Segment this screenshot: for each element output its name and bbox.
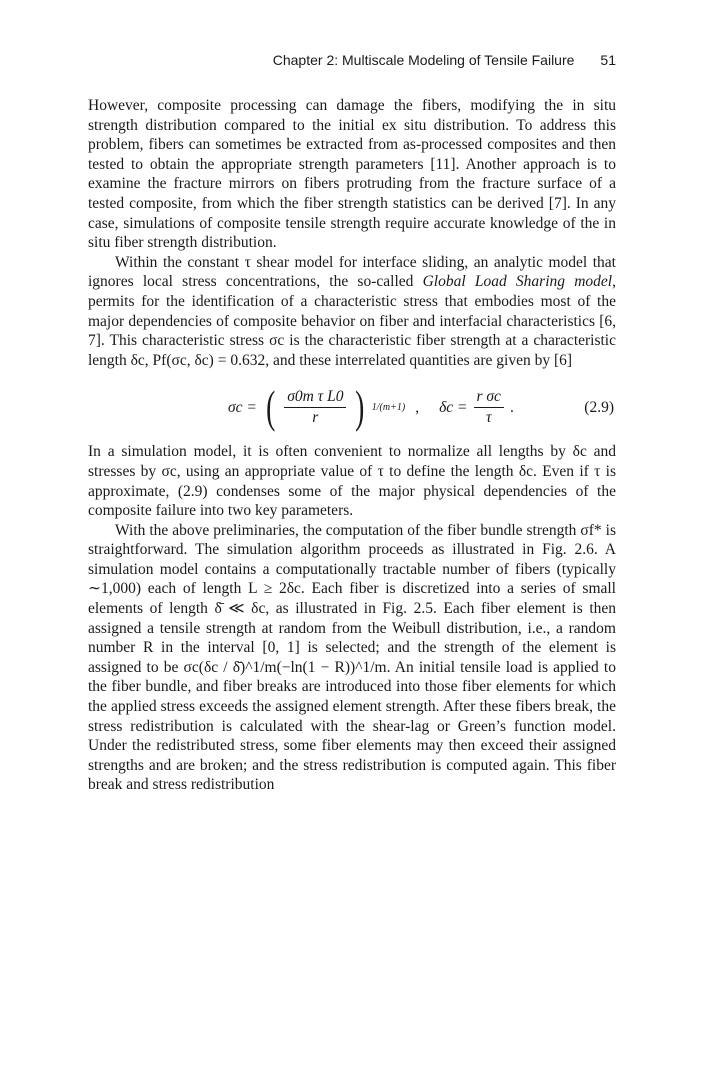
eq-separator: , [415, 398, 420, 416]
equation-body: σc = ( $\frac{\text{σ0m τ L0}}{r}$ ) 1/(m+1) , δc = $\frac{\text{r σc}}{\tau}$ . [228, 381, 514, 433]
equation-2-9 [88, 374, 616, 440]
eq-exponent: 1/(m+1) [371, 401, 406, 413]
right-paren: ) [355, 381, 365, 433]
equation-number: (2.9) [584, 398, 614, 416]
left-paren: ( [265, 381, 276, 433]
eq-lhs-delta: δc = [439, 398, 468, 416]
paragraph-3: In a simulation model, it is often convenient to normalize all lengths by δc and stresses by σc, using an appropriate value of τ to define the length δc. Even if τ is approximate, (2.9) condenses some of the major physical dependencies of the composite failure into two key parameters. [88, 443, 616, 520]
paragraph-2: Within the constant τ shear model for interface sliding, an analytic model that ignores local stress concentrations, the so-called Global Load Sharing model, permits for the identification of a characteristic stress that embodies most of the major dependencies of composite behavior on fiber and interfacial characteristics [6, 7]. This characteristic stress σc is the characteristic fiber strength at a characteristic length δc, Pf(σc, δc) = 0.632, and these interrelated quantities are given by [6] [88, 253, 616, 369]
paragraph-1: However, composite processing can damage the fibers, modifying the in situ strength distribution compared to the initial ex situ distribution. To address this problem, fibers can sometimes be extracted from as-processed composites and then tested to obtain the appropriate strength parameters [11]. Another approach is to examine the fracture mirrors on fibers protruding from the fracture surface of a tested composite, from which the fiber strength statistics can be derived [7]. In any case, simulations of composite tensile strength require accurate knowledge of the in situ fiber strength distribution. [88, 97, 616, 252]
eq-fraction-2: $\frac{\text{r σc}}{\tau}$ [474, 387, 504, 428]
body-text [88, 96, 616, 795]
running-header [88, 52, 616, 68]
chapter-title: Chapter 2: Multiscale Modeling of Tensile Failure [272, 52, 575, 68]
paragraph-4: With the above preliminaries, the computation of the fiber bundle strength σf* is straightforward. The simulation algorithm proceeds as illustrated in Fig. 2.6. A simulation model contains a computationally tractable number of fibers (typically ∼1,000) each of length L ≥ 2δc. Each fiber is discretized into a series of small elements of length δ̄ ≪ δc, as illustrated in Fig. 2.5. Each fiber element is then assigned a tensile strength at random from the Weibull distribution, i.e., a random number R in the interval [0, 1] is selected; and the strength of the element is assigned to be σc(δc / δ̄)^1/m(−ln(1 − R))^1/m. An initial tensile load is applied to the fiber bundle, and fiber breaks are introduced into those fiber elements for which the applied stress exceeds the assigned element strength. After these fibers break, the stress redistribution is calculated with the shear-lag or Green’s function model. Under the redistributed stress, some fiber elements may then exceed their assigned strengths and are broken; and the stress redistribution is computed again. This fiber break and stress redistribution [88, 521, 616, 794]
eq-lhs-sigma: σc = [228, 398, 257, 416]
page-number: 51 [600, 52, 616, 68]
global-load-sharing-term: Global Load Sharing model [422, 273, 613, 291]
eq-fraction-1: $\frac{\text{σ0m τ L0}}{r}$ [284, 387, 346, 428]
